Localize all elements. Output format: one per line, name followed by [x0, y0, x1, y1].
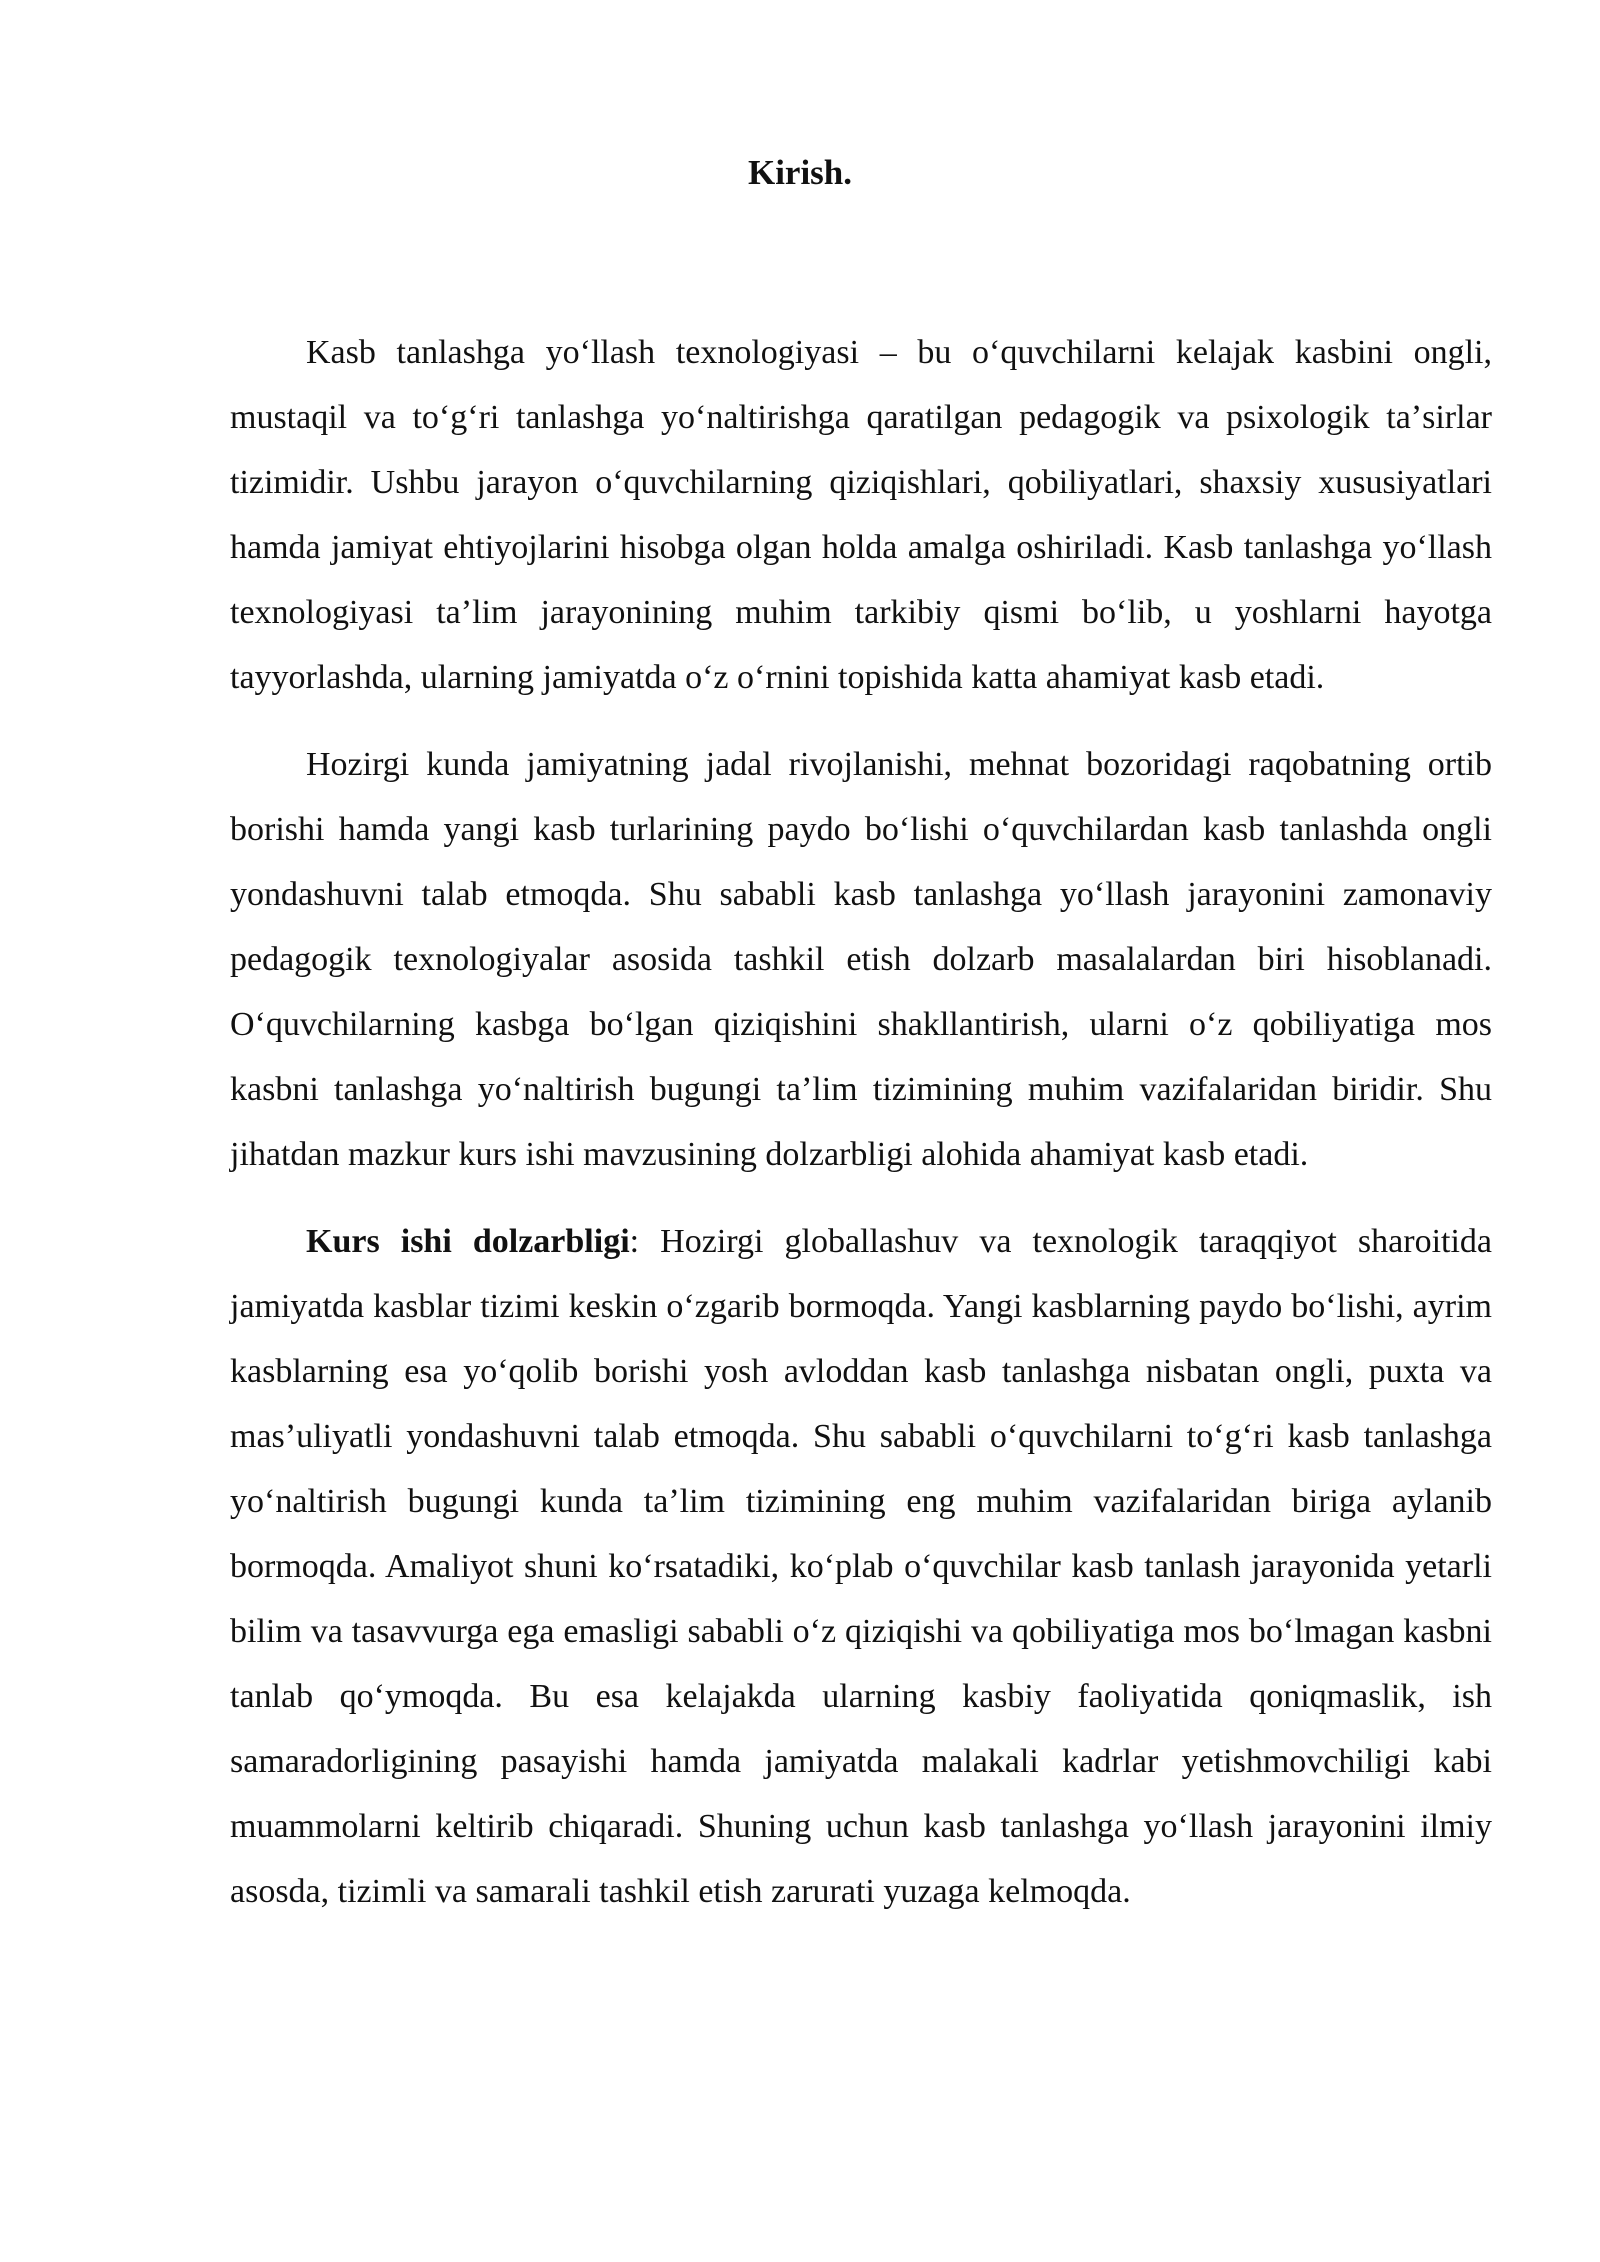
- paragraph-relevance: [230, 1209, 1492, 1924]
- paragraph-introduction: Kasb tanlashga yoʻllash texnologiyasi – bu oʻquvchilarni kelajak kasbini ongli, mustaqil va toʻgʻri tanlashga yoʻnaltirishga qaratilgan pedagogik va psixologik taʼsirlar tizimidir. Ushbu jarayon oʻquvchilarning qiziqishlari, qobiliyatlari, shaxsiy xususiyatlari hamda jamiyat ehtiyojlarini hisobga olgan holda amalga oshiriladi. Kasb tanlashga yoʻllash texnologiyasi taʼlim jarayonining muhim tarkibiy qismi boʻlib, u yoshlarni hayotga tayyorlashda, ularning jamiyatda oʻz oʻrnini topishida katta ahamiyat kasb etadi.: [230, 334, 1492, 696]
- relevance-text: : Hozirgi globallashuv va texnologik taraqqiyot sharoitida jamiyatda kasblar tizimi keskin oʻzgarib bormoqda. Yangi kasblarning paydo boʻlishi, ayrim kasblarning esa yoʻqolib borishi yosh avloddan kasb tanlashga nisbatan ongli, puxta va masʼuliyatli yondashuvni talab etmoqda. Shu sababli oʻquvchilarni toʻgʻri kasb tanlashga yoʻnaltirish bugungi kunda taʼlim tizimining eng muhim vazifalaridan biriga aylanib bormoqda. Amaliyot shuni koʻrsatadiki, koʻplab oʻquvchilar kasb tanlash jarayonida yetarli bilim va tasavvurga ega emasligi sababli oʻz qiziqishi va qobiliyatiga mos boʻlmagan kasbni tanlab qoʻymoqda. Bu esa kelajakda ularning kasbiy faoliyatida qoniqmaslik, ish samaradorligining pasayishi hamda jamiyatda malakali kadrlar yetishmovchiligi kabi muammolarni keltirib chiqaradi. Shuning uchun kasb tanlashga yoʻllash jarayonini ilmiy asosda, tizimli va samarali tashkil etish zarurati yuzaga kelmoqda.: [230, 1223, 1492, 1910]
- document-body: [230, 320, 1492, 1946]
- page-title: Kirish.: [747, 153, 853, 192]
- relevance-heading: Kurs ishi dolzarbligi: [306, 1223, 630, 1260]
- paragraph-current-situation: Hozirgi kunda jamiyatning jadal rivojlanishi, mehnat bozoridagi raqobatning ortib borishi hamda yangi kasb turlarining paydo boʻlishi oʻquvchilardan kasb tanlashda ongli yondashuvni talab etmoqda. Shu sababli kasb tanlashga yoʻllash jarayonini zamonaviy pedagogik texnologiyalar asosida tashkil etish dolzarb masalalardan biri hisoblanadi. Oʻquvchilarning kasbga boʻlgan qiziqishini shakllantirish, ularni oʻz qobiliyatiga mos kasbni tanlashga yoʻnaltirish bugungi taʼlim tizimining muhim vazifalaridan biridir. Shu jihatdan mazkur kurs ishi mavzusining dolzarbligi alohida ahamiyat kasb etadi.: [230, 746, 1492, 1173]
